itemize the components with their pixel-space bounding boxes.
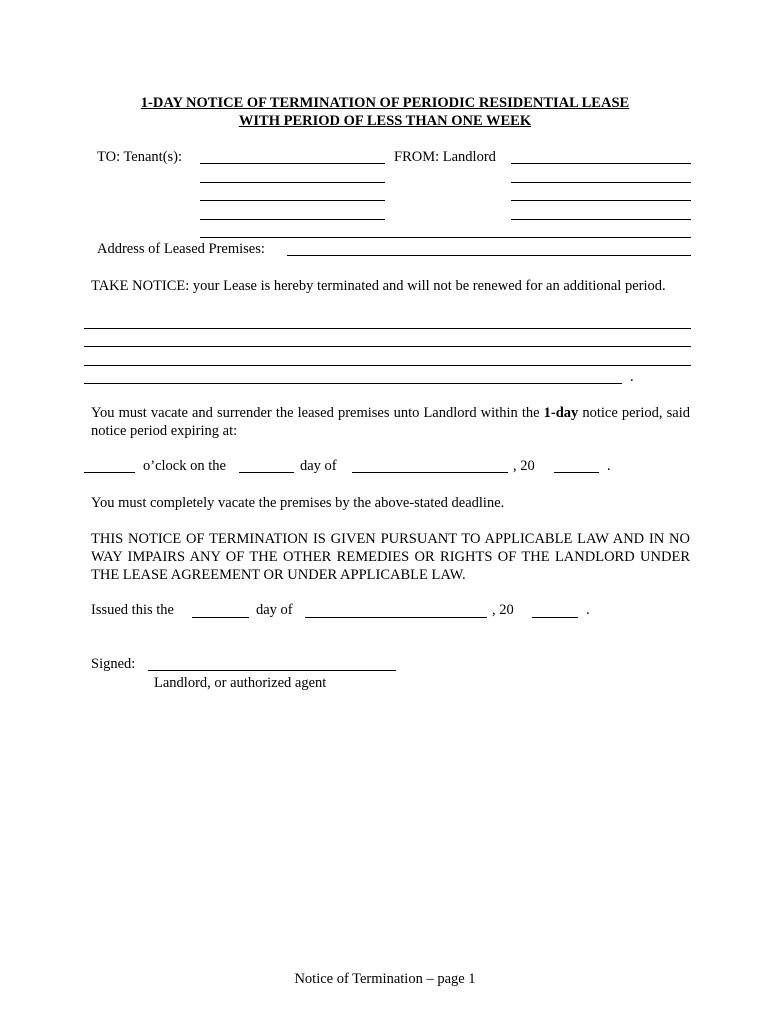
deadline-end-period: . xyxy=(607,458,611,474)
landlord-line-1[interactable] xyxy=(511,163,691,164)
deadline-day-line[interactable] xyxy=(239,472,294,473)
notice-line-1[interactable] xyxy=(84,328,691,329)
signature-line[interactable] xyxy=(148,670,396,671)
take-notice-paragraph: TAKE NOTICE: your Lease is hereby terminated and will not be renewed for an additional period. xyxy=(91,278,666,294)
notice-line-3[interactable] xyxy=(84,365,691,366)
signed-label: Signed: xyxy=(91,656,136,672)
issued-label: Issued this the xyxy=(91,602,174,618)
from-landlord-label: FROM: Landlord xyxy=(394,149,496,165)
address-line[interactable] xyxy=(287,255,691,256)
address-label: Address of Leased Premises: xyxy=(97,241,265,257)
issued-year-line[interactable] xyxy=(532,617,578,618)
notice-line-4[interactable] xyxy=(84,383,622,384)
title-line-1: 1-DAY NOTICE OF TERMINATION OF PERIODIC RESIDENTIAL LEASE xyxy=(140,95,630,111)
issued-end-period: . xyxy=(586,602,590,618)
vacate-paragraph xyxy=(91,404,690,440)
deadline-year-line[interactable] xyxy=(554,472,599,473)
complete-vacate-text: You must completely vacate the premises by the above-stated deadline. xyxy=(91,495,505,511)
notice-line-2[interactable] xyxy=(84,346,691,347)
page-footer: Notice of Termination – page 1 xyxy=(294,971,476,987)
issued-day-of-label: day of xyxy=(256,602,293,618)
landlord-line-3[interactable] xyxy=(511,200,691,201)
deadline-month-line[interactable] xyxy=(352,472,508,473)
landlord-line-2[interactable] xyxy=(511,182,691,183)
vacate-bold-period: 1-day xyxy=(543,405,579,421)
legal-notice-paragraph: THIS NOTICE OF TERMINATION IS GIVEN PURSUANT TO APPLICABLE LAW AND IN NO WAY IMPAIRS ANY OF THE OTHER REMEDIES OR RIGHTS OF THE LANDLORD UNDER THE LEASE AGREEMENT OR UNDER APPLICABLE LAW. xyxy=(91,531,690,583)
vacate-text-before: You must vacate and surrender the leased premises unto Landlord within the xyxy=(91,405,544,421)
deadline-day-of-label: day of xyxy=(300,458,337,474)
tenant-line-4[interactable] xyxy=(200,219,385,220)
tenant-line-1[interactable] xyxy=(200,163,385,164)
vacate-text-after: notice period, said notice period expiring at: xyxy=(91,405,690,439)
deadline-year-prefix: , 20 xyxy=(513,458,535,474)
tenant-line-2[interactable] xyxy=(200,182,385,183)
landlord-line-4[interactable] xyxy=(511,219,691,220)
title-line-2: WITH PERIOD OF LESS THAN ONE WEEK xyxy=(238,113,532,129)
deadline-hour-line[interactable] xyxy=(84,472,135,473)
signature-caption: Landlord, or authorized agent xyxy=(154,675,327,691)
address-line-upper[interactable] xyxy=(200,237,691,238)
issued-month-line[interactable] xyxy=(305,617,487,618)
oclock-label: o’clock on the xyxy=(143,458,226,474)
issued-year-prefix: , 20 xyxy=(492,602,514,618)
issued-day-line[interactable] xyxy=(192,617,249,618)
tenant-line-3[interactable] xyxy=(200,200,385,201)
to-tenant-label: TO: Tenant(s): xyxy=(97,149,183,165)
notice-end-period: . xyxy=(630,369,634,385)
